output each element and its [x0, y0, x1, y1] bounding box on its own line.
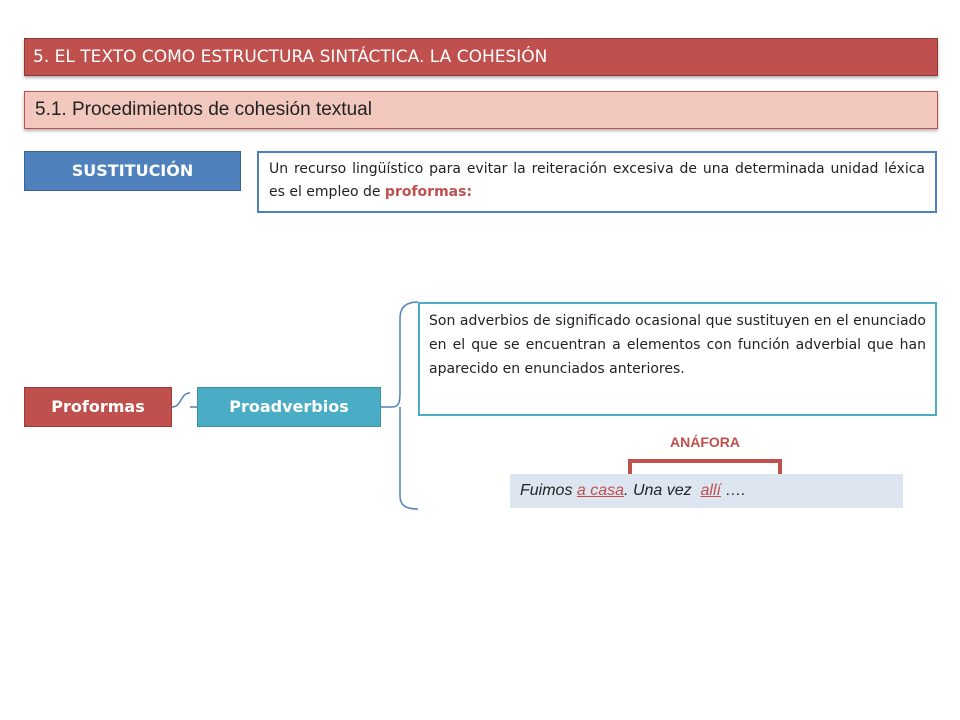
proformas-highlight: proformas: [384, 184, 473, 200]
proformas-node: Proformas [24, 387, 172, 427]
sustitucion-label: SUSTITUCIÓN [24, 151, 241, 191]
example-sentence [510, 474, 903, 508]
subsection-title: 5.1. Procedimientos de cohesión textual [24, 91, 938, 129]
proadverbios-node: Proadverbios [197, 387, 381, 427]
section-title: 5. EL TEXTO COMO ESTRUCTURA SINTÁCTICA. LA COHESIÓN [24, 38, 938, 76]
example-antecedent: a casa [576, 482, 625, 499]
proformas-connector [172, 393, 197, 407]
proadverbios-bracket [381, 302, 418, 509]
example-part3: …. [720, 482, 746, 499]
description-text: Un recurso lingüístico para evitar la reiteración excesiva de una determinada unidad léxica es el empleo de [269, 161, 925, 200]
example-part1: Fuimos [520, 482, 577, 499]
example-part2: . Una vez [624, 482, 701, 499]
anafora-label: ANÁFORA [670, 434, 740, 450]
proadverbios-definition: Son adverbios de significado ocasional que sustituyen en el enunciado en el que se encuentran a elementos con función adverbial que han aparecido en enunciados anteriores. [418, 302, 937, 416]
example-proform: allí [700, 482, 721, 499]
